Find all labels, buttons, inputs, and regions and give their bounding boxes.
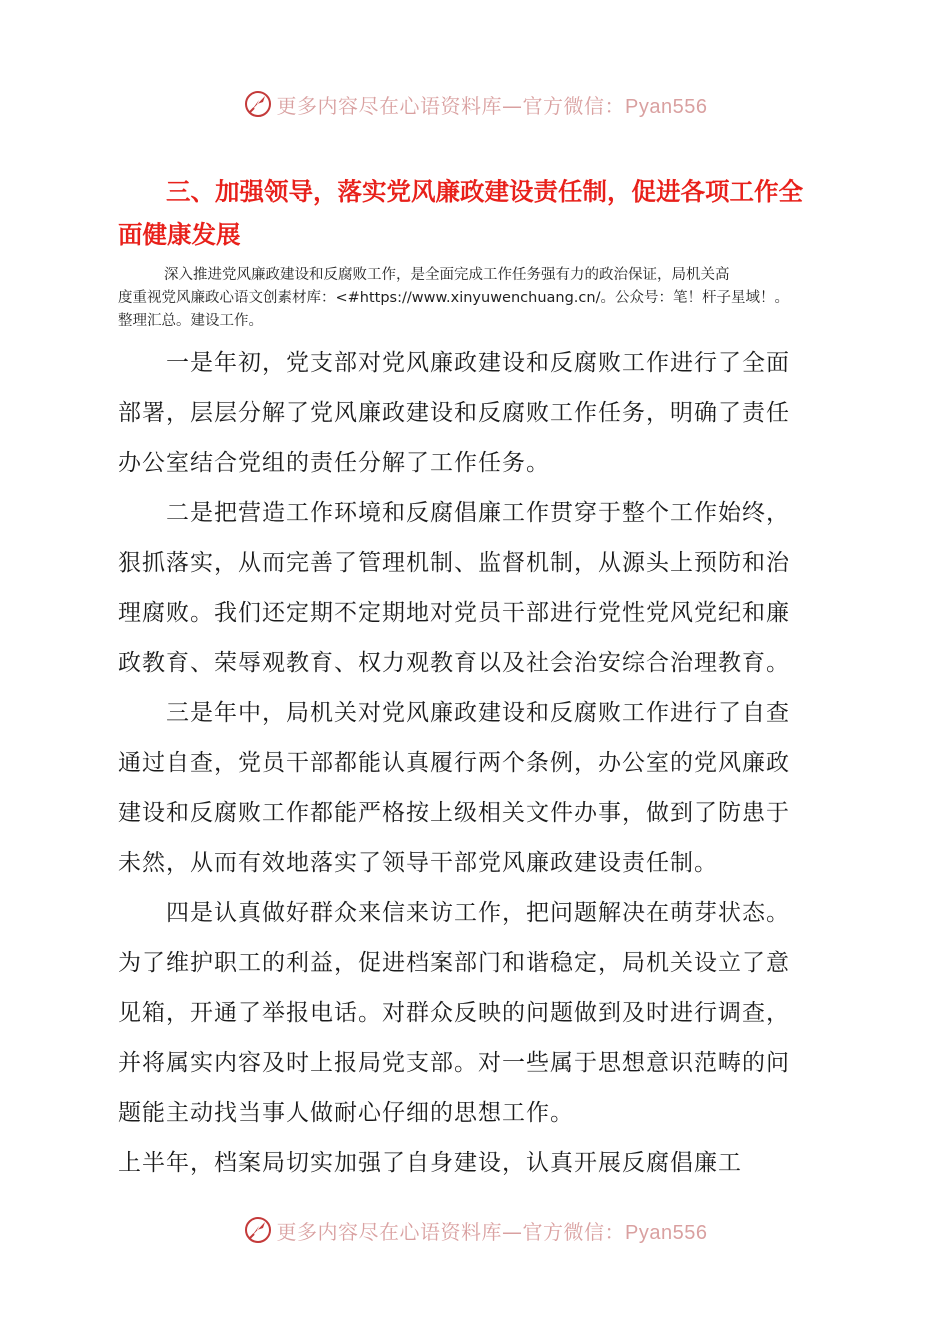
paragraph-3 <box>118 688 838 888</box>
section-heading-line-2: 面健康发展 <box>118 220 241 249</box>
paragraph-line: 上半年，档案局切实加强了自身建设，认真开展反腐倡廉工 <box>118 1150 742 1176</box>
paragraph-line: 一是年初，党支部对党风廉政建设和反腐败工作进行了全面 <box>166 350 790 376</box>
watermark-text <box>277 1216 708 1245</box>
paragraph-line: 通过自查，党员干部都能认真履行两个条例，办公室的党风廉政 <box>118 750 790 776</box>
paragraph-line: 理腐败。我们还定期不定期地对党员干部进行党性党风党纪和廉 <box>118 600 790 626</box>
paragraph-line: 四是认真做好群众来信来访工作，把问题解决在萌芽状态。 <box>166 900 790 926</box>
paragraph-line: 为了维护职工的利益，促进档案部门和谐稳定，局机关设立了意 <box>118 950 790 976</box>
wechat-id: Pyan556 <box>625 95 708 118</box>
intro-paragraph <box>118 264 840 333</box>
section-heading-line-1: 三、加强领导，落实党风廉政建设责任制，促进各项工作全 <box>166 177 803 206</box>
paragraph-line: 部署，层层分解了党风廉政建设和反腐败工作任务，明确了责任 <box>118 400 790 426</box>
watermark-label: 更多内容尽在心语资料库—官方微信： <box>276 93 626 118</box>
footer-watermark <box>0 1210 950 1250</box>
paragraph-line: 并将属实内容及时上报局党支部。对一些属于思想意识范畴的问 <box>118 1050 790 1076</box>
watermark-label: 更多内容尽在心语资料库—官方微信： <box>276 1219 626 1244</box>
intro-line: 深入推进党风廉政建设和反腐败工作，是全面完成工作任务强有力的政治保证，局机关高 <box>164 267 730 283</box>
paragraph-line: 见箱，开通了举报电话。对群众反映的问题做到及时进行调查， <box>118 1000 790 1026</box>
quill-pen-logo-icon <box>243 89 273 119</box>
paragraph-line: 三是年中，局机关对党风廉政建设和反腐败工作进行了自查 <box>166 700 790 726</box>
paragraph-2 <box>118 488 838 688</box>
wechat-id: Pyan556 <box>625 1221 708 1244</box>
section-heading <box>118 170 838 256</box>
watermark-text <box>277 90 708 119</box>
paragraph-line: 建设和反腐败工作都能严格按上级相关文件办事，做到了防患于 <box>118 800 790 826</box>
paragraph-line: 未然，从而有效地落实了领导干部党风廉政建设责任制。 <box>118 850 718 876</box>
intro-line: 度重视党风廉政心语文创素材库：<#https://www.xinyuwenchuang.cn/。公众号：笔！杆子星域！。 <box>118 290 789 306</box>
paragraph-line: 政教育、荣辱观教育、权力观教育以及社会治安综合治理教育。 <box>118 650 790 676</box>
intro-line: 整理汇总。建设工作。 <box>118 313 263 329</box>
paragraph-1 <box>118 338 838 488</box>
paragraph-line: 二是把营造工作环境和反腐倡廉工作贯穿于整个工作始终， <box>166 500 790 526</box>
paragraph-line: 办公室结合党组的责任分解了工作任务。 <box>118 450 550 476</box>
header-watermark <box>0 84 950 124</box>
paragraph-line: 题能主动找当事人做耐心仔细的思想工作。 <box>118 1100 574 1126</box>
paragraph-4 <box>118 888 838 1138</box>
quill-pen-logo-icon <box>243 1215 273 1245</box>
paragraph-5 <box>118 1138 838 1188</box>
paragraph-line: 狠抓落实，从而完善了管理机制、监督机制，从源头上预防和治 <box>118 550 790 576</box>
